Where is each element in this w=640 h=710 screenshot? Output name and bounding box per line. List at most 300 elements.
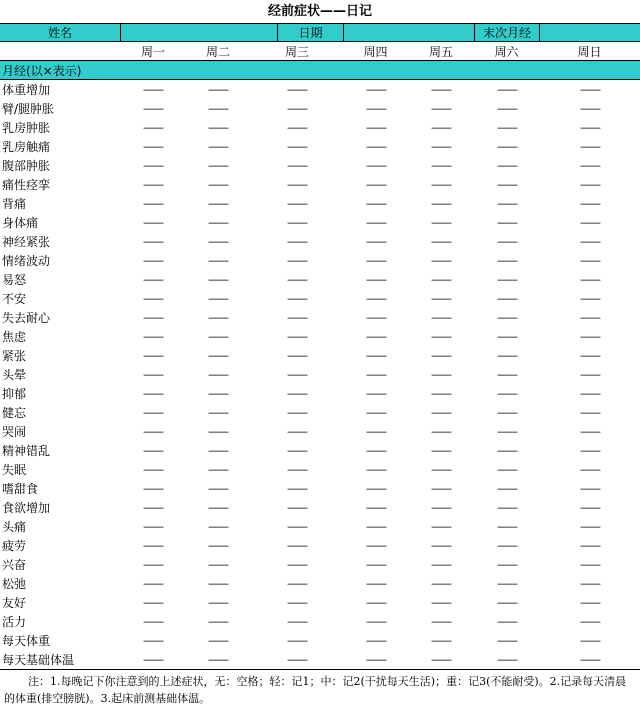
diary-table bbox=[0, 23, 640, 669]
symptom-cell-tue[interactable]: —— bbox=[208, 330, 228, 343]
symptom-cell-thu[interactable]: —— bbox=[366, 292, 386, 305]
symptom-cell-mon[interactable]: —— bbox=[143, 216, 163, 229]
symptom-cell-sun[interactable]: —— bbox=[580, 254, 600, 267]
symptom-label: 紧张 bbox=[2, 349, 27, 363]
symptom-label: 嗜甜食 bbox=[2, 482, 39, 496]
symptom-label: 身体痛 bbox=[2, 216, 39, 230]
symptom-cell-mon[interactable]: —— bbox=[143, 159, 163, 172]
table-bottom-line bbox=[0, 669, 640, 670]
symptom-label: 不安 bbox=[2, 292, 27, 306]
symptom-cell-wed[interactable]: —— bbox=[287, 634, 307, 647]
symptom-cell-fri[interactable]: —— bbox=[431, 406, 451, 419]
symptom-cell-wed[interactable]: —— bbox=[287, 216, 307, 229]
symptom-row bbox=[0, 612, 640, 631]
symptom-cell-thu[interactable]: —— bbox=[366, 463, 386, 476]
symptom-cell-mon[interactable]: —— bbox=[143, 425, 163, 438]
symptom-label: 兴奋 bbox=[2, 558, 27, 572]
symptom-cell-fri[interactable]: —— bbox=[431, 121, 451, 134]
symptom-label: 头晕 bbox=[2, 368, 27, 382]
symptom-cell-sun[interactable]: —— bbox=[580, 311, 600, 324]
symptom-cell-mon[interactable]: —— bbox=[143, 140, 163, 153]
symptom-cell-sat[interactable]: —— bbox=[497, 216, 517, 229]
symptom-cell-sun[interactable]: —— bbox=[580, 596, 600, 609]
symptom-cell-sat[interactable]: —— bbox=[497, 482, 517, 495]
symptom-row bbox=[0, 574, 640, 593]
symptom-cell-fri[interactable]: —— bbox=[431, 501, 451, 514]
symptom-cell-tue[interactable]: —— bbox=[208, 235, 228, 248]
symptom-cell-tue[interactable]: —— bbox=[208, 102, 228, 115]
symptom-cell-sat[interactable]: —— bbox=[497, 140, 517, 153]
symptom-cell-sun[interactable]: —— bbox=[580, 520, 600, 533]
symptom-cell-wed[interactable]: —— bbox=[287, 368, 307, 381]
symptom-cell-sun[interactable]: —— bbox=[580, 197, 600, 210]
symptom-cell-sun[interactable]: —— bbox=[580, 425, 600, 438]
symptom-cell-wed[interactable]: —— bbox=[287, 425, 307, 438]
symptom-cell-wed[interactable]: —— bbox=[287, 121, 307, 134]
symptom-cell-sat[interactable]: —— bbox=[497, 121, 517, 134]
symptom-cell-fri[interactable]: —— bbox=[431, 558, 451, 571]
symptom-cell-mon[interactable]: —— bbox=[143, 653, 163, 666]
symptom-row bbox=[0, 156, 640, 175]
symptom-cell-sat[interactable]: —— bbox=[497, 596, 517, 609]
symptom-cell-tue[interactable]: —— bbox=[208, 425, 228, 438]
symptom-cell-mon[interactable]: —— bbox=[143, 311, 163, 324]
symptom-row bbox=[0, 137, 640, 156]
symptom-cell-wed[interactable]: —— bbox=[287, 596, 307, 609]
symptom-cell-sun[interactable]: —— bbox=[580, 368, 600, 381]
symptom-cell-mon[interactable]: —— bbox=[143, 463, 163, 476]
symptom-cell-fri[interactable]: —— bbox=[431, 425, 451, 438]
symptom-cell-sat[interactable]: —— bbox=[497, 406, 517, 419]
symptom-cell-tue[interactable]: —— bbox=[208, 216, 228, 229]
symptom-row bbox=[0, 99, 640, 118]
symptom-cell-sun[interactable]: —— bbox=[580, 216, 600, 229]
day-header-thu: 周四 bbox=[363, 44, 388, 59]
last-period-field[interactable] bbox=[540, 24, 640, 41]
symptom-cell-sun[interactable]: —— bbox=[580, 463, 600, 476]
symptom-cell-sat[interactable]: —— bbox=[497, 558, 517, 571]
symptom-cell-mon[interactable]: —— bbox=[143, 102, 163, 115]
symptom-cell-wed[interactable]: —— bbox=[287, 273, 307, 286]
symptom-row bbox=[0, 479, 640, 498]
day-header-wed: 周三 bbox=[284, 44, 309, 59]
symptom-cell-sun[interactable]: —— bbox=[580, 178, 600, 191]
symptom-row bbox=[0, 346, 640, 365]
symptom-cell-fri[interactable]: —— bbox=[431, 520, 451, 533]
symptom-cell-sun[interactable]: —— bbox=[580, 501, 600, 514]
symptom-cell-thu[interactable]: —— bbox=[366, 482, 386, 495]
symptom-cell-mon[interactable]: —— bbox=[143, 558, 163, 571]
symptom-cell-fri[interactable]: —— bbox=[431, 140, 451, 153]
symptom-cell-thu[interactable]: —— bbox=[366, 634, 386, 647]
symptom-label: 食欲增加 bbox=[2, 501, 51, 515]
symptom-cell-sat[interactable]: —— bbox=[497, 235, 517, 248]
symptom-cell-wed[interactable]: —— bbox=[287, 577, 307, 590]
symptom-cell-sat[interactable]: —— bbox=[497, 102, 517, 115]
symptom-cell-mon[interactable]: —— bbox=[143, 121, 163, 134]
symptom-cell-tue[interactable]: —— bbox=[208, 121, 228, 134]
symptom-cell-tue[interactable]: —— bbox=[208, 501, 228, 514]
symptom-row bbox=[0, 555, 640, 574]
symptom-cell-wed[interactable]: —— bbox=[287, 83, 307, 96]
symptom-row bbox=[0, 251, 640, 270]
symptom-cell-mon[interactable]: —— bbox=[143, 539, 163, 552]
symptom-cell-tue[interactable]: —— bbox=[208, 311, 228, 324]
symptom-cell-thu[interactable]: —— bbox=[366, 387, 386, 400]
symptom-row bbox=[0, 593, 640, 612]
symptom-cell-thu[interactable]: —— bbox=[366, 539, 386, 552]
symptom-row bbox=[0, 118, 640, 137]
symptom-rows bbox=[0, 80, 640, 669]
symptom-label: 神经紧张 bbox=[2, 235, 51, 249]
symptom-cell-thu[interactable]: —— bbox=[366, 406, 386, 419]
symptom-cell-fri[interactable]: —— bbox=[431, 463, 451, 476]
symptom-cell-mon[interactable]: —— bbox=[143, 330, 163, 343]
symptom-cell-tue[interactable]: —— bbox=[208, 349, 228, 362]
symptom-label: 每天体重 bbox=[2, 634, 51, 648]
symptom-cell-sat[interactable]: —— bbox=[497, 615, 517, 628]
symptom-cell-sat[interactable]: —— bbox=[497, 653, 517, 666]
symptom-label: 失眠 bbox=[2, 463, 27, 477]
symptom-cell-sat[interactable]: —— bbox=[497, 197, 517, 210]
symptom-cell-mon[interactable]: —— bbox=[143, 368, 163, 381]
symptom-cell-sat[interactable]: —— bbox=[497, 444, 517, 457]
symptom-cell-sun[interactable]: —— bbox=[580, 140, 600, 153]
symptom-cell-wed[interactable]: —— bbox=[287, 140, 307, 153]
symptom-cell-fri[interactable]: —— bbox=[431, 349, 451, 362]
symptom-cell-sun[interactable]: —— bbox=[580, 273, 600, 286]
symptom-label: 哭闹 bbox=[2, 425, 27, 439]
symptom-cell-tue[interactable]: —— bbox=[208, 406, 228, 419]
symptom-label: 活力 bbox=[2, 615, 27, 629]
symptom-cell-tue[interactable]: —— bbox=[208, 83, 228, 96]
symptom-label: 痛性痉挛 bbox=[2, 178, 51, 192]
symptom-row bbox=[0, 422, 640, 441]
date-field[interactable] bbox=[344, 24, 474, 41]
symptom-cell-sun[interactable]: —— bbox=[580, 653, 600, 666]
symptom-cell-sat[interactable]: —— bbox=[497, 539, 517, 552]
symptom-cell-tue[interactable]: —— bbox=[208, 159, 228, 172]
symptom-cell-thu[interactable]: —— bbox=[366, 197, 386, 210]
symptom-row bbox=[0, 213, 640, 232]
symptom-row bbox=[0, 650, 640, 669]
symptom-cell-fri[interactable]: —— bbox=[431, 292, 451, 305]
symptom-cell-thu[interactable]: —— bbox=[366, 349, 386, 362]
symptom-cell-thu[interactable]: —— bbox=[366, 615, 386, 628]
symptom-cell-fri[interactable]: —— bbox=[431, 482, 451, 495]
symptom-cell-fri[interactable]: —— bbox=[431, 197, 451, 210]
day-header-tue: 周二 bbox=[205, 44, 230, 59]
symptom-cell-fri[interactable]: —— bbox=[431, 596, 451, 609]
symptom-cell-tue[interactable]: —— bbox=[208, 520, 228, 533]
symptom-cell-thu[interactable]: —— bbox=[366, 140, 386, 153]
symptom-row bbox=[0, 270, 640, 289]
symptom-cell-fri[interactable]: —— bbox=[431, 577, 451, 590]
symptom-cell-mon[interactable]: —— bbox=[143, 577, 163, 590]
symptom-row bbox=[0, 517, 640, 536]
symptom-cell-thu[interactable]: —— bbox=[366, 216, 386, 229]
symptom-cell-wed[interactable]: —— bbox=[287, 159, 307, 172]
symptom-row bbox=[0, 80, 640, 99]
symptom-cell-tue[interactable]: —— bbox=[208, 615, 228, 628]
symptom-cell-tue[interactable]: —— bbox=[208, 596, 228, 609]
symptom-cell-tue[interactable]: —— bbox=[208, 463, 228, 476]
day-header-fri: 周五 bbox=[428, 44, 453, 59]
last-period-label: 末次月经 bbox=[482, 26, 531, 40]
symptom-cell-thu[interactable]: —— bbox=[366, 501, 386, 514]
symptom-cell-wed[interactable]: —— bbox=[287, 539, 307, 552]
symptom-cell-mon[interactable]: —— bbox=[143, 235, 163, 248]
symptom-label: 疲劳 bbox=[2, 539, 27, 553]
symptom-label: 抑郁 bbox=[2, 387, 27, 401]
symptom-cell-sat[interactable]: —— bbox=[497, 159, 517, 172]
symptom-cell-sat[interactable]: —— bbox=[497, 254, 517, 267]
symptom-cell-sun[interactable]: —— bbox=[580, 615, 600, 628]
symptom-cell-sat[interactable]: —— bbox=[497, 368, 517, 381]
symptom-cell-tue[interactable]: —— bbox=[208, 482, 228, 495]
symptom-cell-tue[interactable]: —— bbox=[208, 558, 228, 571]
symptom-cell-mon[interactable]: —— bbox=[143, 615, 163, 628]
symptom-cell-wed[interactable]: —— bbox=[287, 349, 307, 362]
symptom-cell-sun[interactable]: —— bbox=[580, 159, 600, 172]
symptom-label: 体重增加 bbox=[2, 83, 51, 97]
symptom-cell-fri[interactable]: —— bbox=[431, 102, 451, 115]
symptom-cell-fri[interactable]: —— bbox=[431, 83, 451, 96]
symptom-cell-thu[interactable]: —— bbox=[366, 311, 386, 324]
symptom-row bbox=[0, 441, 640, 460]
symptom-row bbox=[0, 384, 640, 403]
symptom-label: 友好 bbox=[2, 596, 27, 610]
symptom-cell-wed[interactable]: —— bbox=[287, 102, 307, 115]
symptom-cell-wed[interactable]: —— bbox=[287, 254, 307, 267]
symptom-cell-sun[interactable]: —— bbox=[580, 558, 600, 571]
symptom-label: 精神错乱 bbox=[2, 444, 51, 458]
symptom-cell-sat[interactable]: —— bbox=[497, 311, 517, 324]
symptom-row bbox=[0, 498, 640, 517]
symptom-cell-sat[interactable]: —— bbox=[497, 178, 517, 191]
symptom-cell-sun[interactable]: —— bbox=[580, 406, 600, 419]
symptom-row bbox=[0, 289, 640, 308]
symptom-cell-fri[interactable]: —— bbox=[431, 539, 451, 552]
symptom-cell-fri[interactable]: —— bbox=[431, 216, 451, 229]
symptom-label: 腹部肿胀 bbox=[2, 159, 51, 173]
symptom-cell-thu[interactable]: —— bbox=[366, 178, 386, 191]
period-row-label: 月经(以×表示) bbox=[2, 64, 82, 78]
symptom-cell-tue[interactable]: —— bbox=[208, 292, 228, 305]
symptom-cell-thu[interactable]: —— bbox=[366, 520, 386, 533]
symptom-cell-mon[interactable]: —— bbox=[143, 444, 163, 457]
symptom-cell-tue[interactable]: —— bbox=[208, 444, 228, 457]
symptom-label: 失去耐心 bbox=[2, 311, 51, 325]
symptom-label: 臂/腿肿胀 bbox=[2, 102, 55, 116]
symptom-cell-tue[interactable]: —— bbox=[208, 387, 228, 400]
symptom-cell-thu[interactable]: —— bbox=[366, 577, 386, 590]
symptom-cell-wed[interactable]: —— bbox=[287, 520, 307, 533]
symptom-label: 易怒 bbox=[2, 273, 27, 287]
symptom-cell-fri[interactable]: —— bbox=[431, 387, 451, 400]
symptom-cell-fri[interactable]: —— bbox=[431, 235, 451, 248]
symptom-cell-fri[interactable]: —— bbox=[431, 178, 451, 191]
symptom-cell-thu[interactable]: —— bbox=[366, 254, 386, 267]
symptom-cell-thu[interactable]: —— bbox=[366, 83, 386, 96]
symptom-cell-sun[interactable]: —— bbox=[580, 121, 600, 134]
symptom-cell-fri[interactable]: —— bbox=[431, 444, 451, 457]
symptom-cell-sun[interactable]: —— bbox=[580, 102, 600, 115]
symptom-cell-wed[interactable]: —— bbox=[287, 235, 307, 248]
symptom-row bbox=[0, 536, 640, 555]
symptom-cell-tue[interactable]: —— bbox=[208, 140, 228, 153]
symptom-cell-sat[interactable]: —— bbox=[497, 577, 517, 590]
symptom-cell-sat[interactable]: —— bbox=[497, 330, 517, 343]
symptom-cell-mon[interactable]: —— bbox=[143, 197, 163, 210]
symptom-cell-sun[interactable]: —— bbox=[580, 235, 600, 248]
symptom-cell-wed[interactable]: —— bbox=[287, 444, 307, 457]
symptom-cell-wed[interactable]: —— bbox=[287, 178, 307, 191]
symptom-cell-thu[interactable]: —— bbox=[366, 425, 386, 438]
symptom-cell-tue[interactable]: —— bbox=[208, 197, 228, 210]
day-header-sun: 周日 bbox=[577, 44, 602, 59]
symptom-cell-mon[interactable]: —— bbox=[143, 482, 163, 495]
symptom-cell-mon[interactable]: —— bbox=[143, 634, 163, 647]
symptom-cell-sun[interactable]: —— bbox=[580, 387, 600, 400]
symptom-cell-tue[interactable]: —— bbox=[208, 254, 228, 267]
symptom-cell-wed[interactable]: —— bbox=[287, 292, 307, 305]
symptom-cell-thu[interactable]: —— bbox=[366, 273, 386, 286]
symptom-cell-sun[interactable]: —— bbox=[580, 444, 600, 457]
symptom-cell-mon[interactable]: —— bbox=[143, 292, 163, 305]
symptom-cell-thu[interactable]: —— bbox=[366, 444, 386, 457]
symptom-label: 每天基础体温 bbox=[2, 653, 75, 667]
symptom-row bbox=[0, 175, 640, 194]
symptom-cell-sun[interactable]: —— bbox=[580, 292, 600, 305]
symptom-cell-wed[interactable]: —— bbox=[287, 482, 307, 495]
symptom-cell-thu[interactable]: —— bbox=[366, 330, 386, 343]
symptom-cell-mon[interactable]: —— bbox=[143, 178, 163, 191]
symptom-label: 健忘 bbox=[2, 406, 27, 420]
symptom-cell-tue[interactable]: —— bbox=[208, 273, 228, 286]
symptom-cell-sun[interactable]: —— bbox=[580, 634, 600, 647]
symptom-cell-wed[interactable]: —— bbox=[287, 653, 307, 666]
period-row bbox=[0, 61, 640, 80]
symptom-cell-sat[interactable]: —— bbox=[497, 273, 517, 286]
symptom-row bbox=[0, 327, 640, 346]
symptom-row bbox=[0, 232, 640, 251]
symptom-cell-thu[interactable]: —— bbox=[366, 121, 386, 134]
symptom-cell-sat[interactable]: —— bbox=[497, 520, 517, 533]
symptom-cell-wed[interactable]: —— bbox=[287, 501, 307, 514]
symptom-cell-mon[interactable]: —— bbox=[143, 254, 163, 267]
symptom-cell-fri[interactable]: —— bbox=[431, 273, 451, 286]
symptom-row bbox=[0, 403, 640, 422]
symptom-cell-tue[interactable]: —— bbox=[208, 178, 228, 191]
symptom-cell-thu[interactable]: —— bbox=[366, 596, 386, 609]
symptom-cell-thu[interactable]: —— bbox=[366, 159, 386, 172]
symptom-cell-thu[interactable]: —— bbox=[366, 653, 386, 666]
symptom-label: 乳房触痛 bbox=[2, 140, 51, 154]
symptom-cell-fri[interactable]: —— bbox=[431, 634, 451, 647]
symptom-cell-wed[interactable]: —— bbox=[287, 387, 307, 400]
symptom-cell-thu[interactable]: —— bbox=[366, 102, 386, 115]
symptom-cell-thu[interactable]: —— bbox=[366, 368, 386, 381]
symptom-cell-sat[interactable]: —— bbox=[497, 387, 517, 400]
symptom-label: 头痛 bbox=[2, 520, 27, 534]
symptom-cell-mon[interactable]: —— bbox=[143, 349, 163, 362]
symptom-row bbox=[0, 308, 640, 327]
name-field[interactable] bbox=[121, 24, 277, 41]
symptom-cell-wed[interactable]: —— bbox=[287, 330, 307, 343]
symptom-cell-sat[interactable]: —— bbox=[497, 634, 517, 647]
symptom-cell-tue[interactable]: —— bbox=[208, 368, 228, 381]
symptom-cell-sat[interactable]: —— bbox=[497, 292, 517, 305]
symptom-cell-thu[interactable]: —— bbox=[366, 235, 386, 248]
symptom-cell-wed[interactable]: —— bbox=[287, 615, 307, 628]
symptom-cell-sun[interactable]: —— bbox=[580, 539, 600, 552]
symptom-cell-tue[interactable]: —— bbox=[208, 539, 228, 552]
symptom-cell-mon[interactable]: —— bbox=[143, 273, 163, 286]
symptom-cell-fri[interactable]: —— bbox=[431, 159, 451, 172]
symptom-cell-mon[interactable]: —— bbox=[143, 520, 163, 533]
symptom-cell-mon[interactable]: —— bbox=[143, 387, 163, 400]
symptom-cell-fri[interactable]: —— bbox=[431, 254, 451, 267]
symptom-label: 焦虑 bbox=[2, 330, 27, 344]
symptom-cell-fri[interactable]: —— bbox=[431, 311, 451, 324]
header-row-info bbox=[0, 23, 640, 42]
symptom-cell-sat[interactable]: —— bbox=[497, 501, 517, 514]
symptom-cell-sun[interactable]: —— bbox=[580, 330, 600, 343]
symptom-cell-sun[interactable]: —— bbox=[580, 577, 600, 590]
symptom-row bbox=[0, 460, 640, 479]
symptom-cell-fri[interactable]: —— bbox=[431, 615, 451, 628]
symptom-cell-fri[interactable]: —— bbox=[431, 653, 451, 666]
symptom-cell-sat[interactable]: —— bbox=[497, 349, 517, 362]
footnote: 注：1.每晚记下你注意到的上述症状，无：空格；轻：记1；中：记2(干扰每天生活)；重：记3(不能耐受)。2.记录每天清晨的体重(排空膀胱)。3.起床前测基础体温。 bbox=[4, 675, 627, 705]
symptom-cell-tue[interactable]: —— bbox=[208, 634, 228, 647]
symptom-cell-sat[interactable]: —— bbox=[497, 83, 517, 96]
symptom-cell-fri[interactable]: —— bbox=[431, 368, 451, 381]
symptom-cell-sat[interactable]: —— bbox=[497, 463, 517, 476]
symptom-cell-wed[interactable]: —— bbox=[287, 197, 307, 210]
symptom-cell-thu[interactable]: —— bbox=[366, 558, 386, 571]
symptom-label: 背痛 bbox=[2, 197, 27, 211]
day-header-sat: 周六 bbox=[494, 44, 519, 59]
symptom-cell-sun[interactable]: —— bbox=[580, 482, 600, 495]
symptom-cell-wed[interactable]: —— bbox=[287, 311, 307, 324]
symptom-row bbox=[0, 194, 640, 213]
symptom-cell-tue[interactable]: —— bbox=[208, 577, 228, 590]
header-row-days bbox=[0, 42, 640, 61]
day-header-mon: 周一 bbox=[140, 44, 165, 59]
symptom-label: 乳房肿胀 bbox=[2, 121, 51, 135]
symptom-label: 情绪波动 bbox=[2, 254, 51, 268]
symptom-cell-wed[interactable]: —— bbox=[287, 558, 307, 571]
symptom-cell-mon[interactable]: —— bbox=[143, 83, 163, 96]
symptom-cell-mon[interactable]: —— bbox=[143, 406, 163, 419]
symptom-row bbox=[0, 365, 640, 384]
date-label: 日期 bbox=[298, 26, 323, 40]
symptom-cell-tue[interactable]: —— bbox=[208, 653, 228, 666]
symptom-row bbox=[0, 631, 640, 650]
symptom-cell-sun[interactable]: —— bbox=[580, 83, 600, 96]
symptom-cell-sat[interactable]: —— bbox=[497, 425, 517, 438]
page-title: 经前症状——日记 bbox=[267, 4, 372, 19]
symptom-cell-sun[interactable]: —— bbox=[580, 349, 600, 362]
symptom-cell-fri[interactable]: —— bbox=[431, 330, 451, 343]
symptom-cell-wed[interactable]: —— bbox=[287, 463, 307, 476]
symptom-cell-mon[interactable]: —— bbox=[143, 501, 163, 514]
name-label: 姓名 bbox=[47, 26, 72, 40]
symptom-cell-wed[interactable]: —— bbox=[287, 406, 307, 419]
symptom-cell-mon[interactable]: —— bbox=[143, 596, 163, 609]
